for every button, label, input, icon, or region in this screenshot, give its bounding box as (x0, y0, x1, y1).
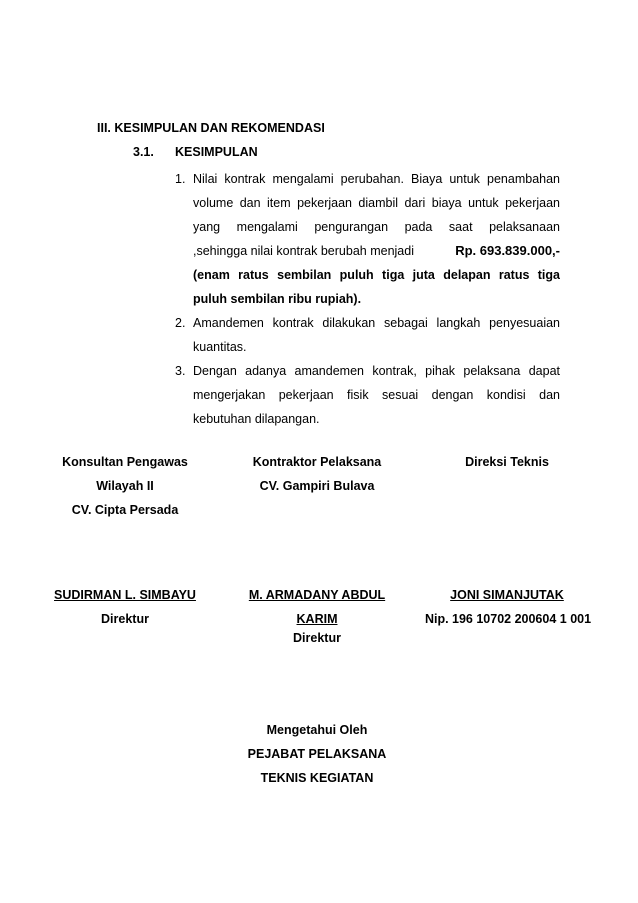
signatory-left-role: Wilayah II (96, 479, 154, 493)
acknowledgement-office: TEKNIS KEGIATAN (260, 771, 374, 785)
paragraph-line: Amandemen kontrak dilakukan sebagai langkah penyesuaian (193, 316, 560, 330)
paragraph-line: mengerjakan pekerjaan fisik sesuai dengan kondisi dan (193, 388, 560, 402)
signatory-center-role: Kontraktor Pelaksana (252, 455, 382, 469)
paragraph-line: Nilai kontrak mengalami perubahan. Biaya untuk penambahan (193, 172, 560, 186)
signatory-center-title: Direktur (293, 631, 341, 645)
list-item-number: 2. (175, 316, 186, 330)
signatory-center-company: CV. Gampiri Bulava (259, 479, 375, 493)
amount-in-words-line: (enam ratus sembilan puluh tiga juta delapan ratus tiga (193, 268, 560, 282)
section-heading: III. KESIMPULAN DAN REKOMENDASI (97, 121, 325, 135)
subsection-number: 3.1. (133, 145, 154, 159)
paragraph-line: kebutuhan dilapangan. (193, 412, 320, 426)
signatory-left-company: CV. Cipta Persada (71, 503, 179, 517)
paragraph-line: Dengan adanya amandemen kontrak, pihak pelaksana dapat (193, 364, 560, 378)
paragraph-line: volume dan item pekerjaan diambil dari biaya untuk pekerjaan (193, 196, 560, 210)
signatory-left-role: Konsultan Pengawas (62, 455, 188, 469)
subsection-title: KESIMPULAN (175, 145, 258, 159)
acknowledgement-office: PEJABAT PELAKSANA (247, 747, 387, 761)
signatory-left-name: SUDIRMAN L. SIMBAYU (54, 588, 196, 602)
paragraph-line: kuantitas. (193, 340, 247, 354)
signatory-center-name: KARIM (296, 612, 338, 626)
amount-in-words-line: puluh sembilan ribu rupiah). (193, 292, 362, 306)
list-item-number: 3. (175, 364, 186, 378)
contract-amount: Rp. 693.839.000,- (455, 243, 560, 258)
paragraph-line-amount (193, 239, 560, 263)
signatory-right-role: Direksi Teknis (465, 455, 549, 469)
list-item-number: 1. (175, 172, 186, 186)
acknowledgement-label: Mengetahui Oleh (266, 723, 368, 737)
signatory-right-nip: Nip. 196 10702 200604 1 001 (424, 612, 592, 626)
signatory-right-name: JONI SIMANJUTAK (450, 588, 564, 602)
paragraph-text: ,sehingga nilai kontrak berubah menjadi (193, 244, 414, 258)
signatory-left-title: Direktur (101, 612, 149, 626)
paragraph-line: yang mengalami pengurangan pada saat pelaksanaan (193, 220, 560, 234)
signatory-center-name: M. ARMADANY ABDUL (248, 588, 386, 602)
